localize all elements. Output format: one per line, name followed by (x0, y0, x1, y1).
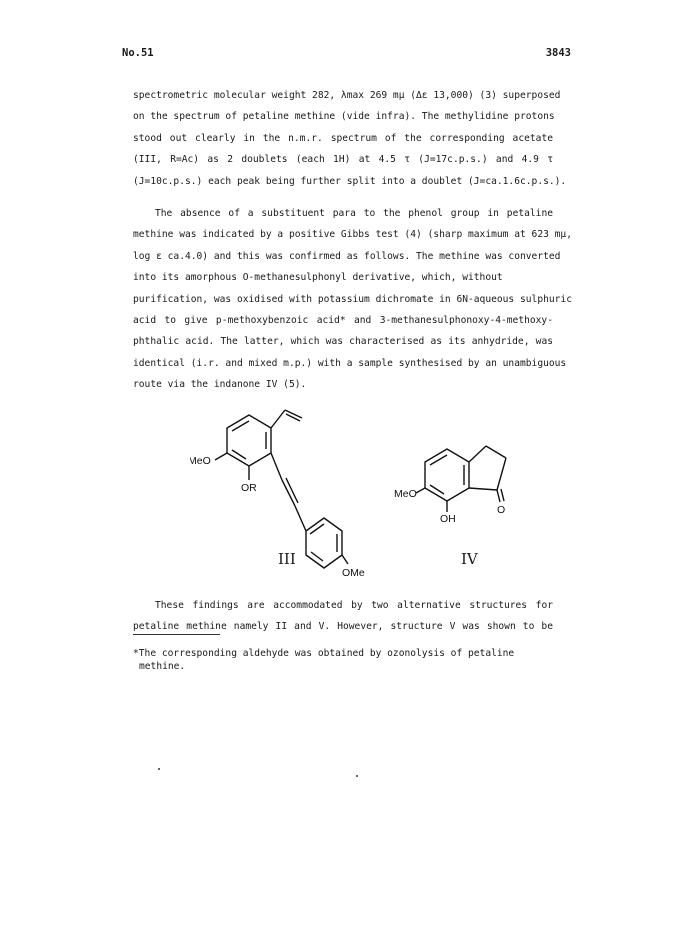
text-line: The absence of a substituent para to the phenol group in petaline (155, 208, 553, 220)
text-line: route via the indanone IV (5). (133, 379, 307, 391)
text-line: methine was indicated by a positive Gibbs test (4) (sharp maximum at 623 mμ, (133, 229, 572, 241)
footnote-line: *The corresponding aldehyde was obtained by ozonolysis of petaline (133, 648, 515, 659)
text-line: phthalic acid. The latter, which was characterised as its anhydride, was (133, 336, 553, 348)
structure-iii-meo-label: MeO (190, 455, 211, 467)
structure-iv-meo-label: MeO (394, 488, 417, 500)
text-line: into its amorphous O-methanesulphonyl derivative, which, without (133, 272, 503, 284)
text-line: These findings are accommodated by two alternative structures for (155, 600, 553, 611)
structure-iii-label: III (278, 550, 296, 568)
text-line: petaline methine namely II and V. However, structure V was shown to be (133, 621, 553, 633)
text-line: (J=10c.p.s.) each peak being further split into a doublet (J=ca.1.6c.p.s.). (133, 175, 567, 187)
structure-iv-o-label: O (497, 504, 506, 516)
text-line: spectrometric molecular weight 282, λmax 269 mμ (Δε 13,000) (3) superposed (133, 90, 561, 101)
text-line: purification, was oxidised with potassium dichromate in 6N-aqueous sulphuric (133, 293, 572, 305)
structure-iii-or-label: OR (241, 482, 257, 494)
structure-iii-ome-label: OMe (342, 567, 365, 579)
text-line: on the spectrum of petaline methine (vide infra). The methylidine protons (133, 111, 555, 123)
main-text (133, 85, 572, 396)
footnote-line: methine. (139, 660, 186, 672)
scan-speck (158, 768, 160, 770)
text-line: stood out clearly in the n.m.r. spectrum of the corresponding acetate (133, 132, 553, 144)
concluding-text (133, 595, 553, 638)
text-line: identical (i.r. and mixed m.p.) with a sample synthesised by an unambiguous (133, 357, 567, 369)
structure-iv-oh-label: OH (440, 513, 456, 525)
scan-speck (356, 775, 358, 777)
text-line: acid to give p-methoxybenzoic acid* and 3-methanesulphonoxy-4-methoxy- (133, 315, 553, 327)
structure-iv-label: IV (461, 550, 478, 568)
page-number: 3843 (545, 47, 571, 59)
structure-iii-ring-a (227, 415, 271, 466)
journal-issue: No.51 (122, 47, 154, 59)
text-line: log ε ca.4.0) and this was confirmed as follows. The methine was converted (133, 250, 561, 262)
footnote (133, 648, 533, 673)
text-line: (III, R=Ac) as 2 doublets (each 1H) at 4.5 τ (J=17c.p.s.) and 4.9 τ (133, 154, 553, 166)
structure-iv-ring (425, 449, 469, 501)
footnote-rule (133, 634, 220, 635)
